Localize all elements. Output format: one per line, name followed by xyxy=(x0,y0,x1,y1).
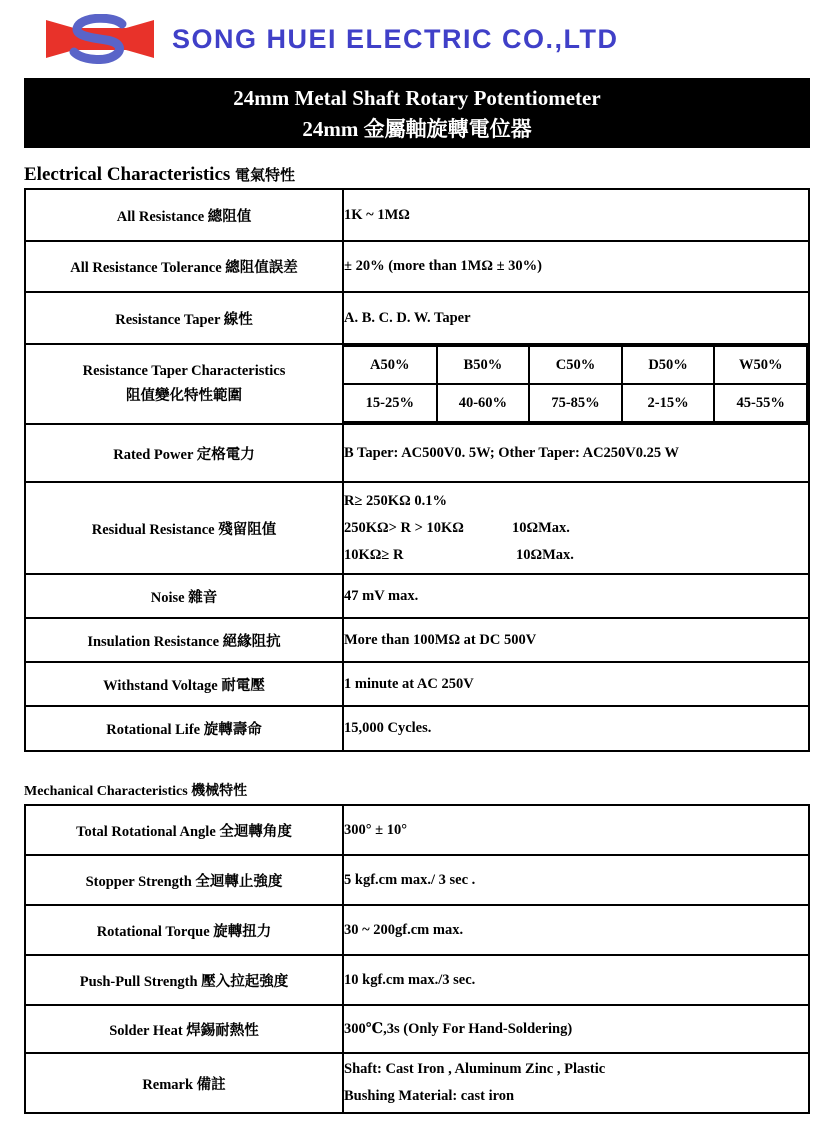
taper-char-label-zh: 阻值變化特性範圍 xyxy=(126,388,242,404)
row-label: Push-Pull Strength 壓入拉起強度 xyxy=(25,955,343,1005)
remark-line: Shaft: Cast Iron , Aluminum Zinc , Plastic xyxy=(344,1061,606,1077)
taper-header: A50% xyxy=(344,346,437,384)
mechanical-table xyxy=(24,804,810,1114)
taper-value: 75-85% xyxy=(529,384,622,422)
taper-value: 15-25% xyxy=(344,384,437,422)
table-row xyxy=(25,574,809,618)
residual-line xyxy=(344,488,808,515)
row-value: 1K ~ 1MΩ xyxy=(343,189,809,241)
residual-condition: 10KΩ≥ R xyxy=(344,546,404,563)
title-english: 24mm Metal Shaft Rotary Potentiometer xyxy=(233,86,601,110)
electrical-heading-zh: 電氣特性 xyxy=(235,168,296,184)
residual-line xyxy=(344,542,808,569)
row-label: Rotational Life 旋轉壽命 xyxy=(25,706,343,751)
remark-values xyxy=(343,1053,809,1113)
residual-condition: 250KΩ> R > 10KΩ xyxy=(344,519,464,536)
table-row xyxy=(25,424,809,482)
taper-value: 40-60% xyxy=(437,384,530,422)
residual-max: 10ΩMax. xyxy=(512,519,570,536)
row-label: Noise 雜音 xyxy=(25,574,343,618)
page-header xyxy=(44,14,804,66)
row-value: A. B. C. D. W. Taper xyxy=(343,292,809,344)
remark-line: Bushing Material: cast iron xyxy=(344,1088,515,1104)
row-label: Total Rotational Angle 全迴轉角度 xyxy=(25,805,343,855)
electrical-heading xyxy=(24,164,295,186)
table-row xyxy=(25,855,809,905)
row-value: More than 100MΩ at DC 500V xyxy=(343,618,809,662)
row-label: All Resistance 總阻值 xyxy=(25,189,343,241)
table-row xyxy=(25,905,809,955)
residual-max: 10ΩMax. xyxy=(516,546,574,563)
taper-header: B50% xyxy=(437,346,530,384)
row-label: Rated Power 定格電力 xyxy=(25,424,343,482)
row-label: Insulation Resistance 絕緣阻抗 xyxy=(25,618,343,662)
company-logo-icon xyxy=(44,14,156,64)
taper-char-label-en: Resistance Taper Characteristics xyxy=(82,363,286,379)
table-row xyxy=(25,662,809,706)
table-row xyxy=(25,706,809,751)
row-label: Rotational Torque 旋轉扭力 xyxy=(25,905,343,955)
electrical-heading-en: Electrical Characteristics xyxy=(24,164,231,185)
table-row xyxy=(25,189,809,241)
electrical-table xyxy=(24,188,810,752)
title-chinese: 24mm 金屬軸旋轉電位器 xyxy=(302,117,532,141)
residual-condition: R≥ 250KΩ 0.1% xyxy=(344,492,447,509)
row-value: 10 kgf.cm max./3 sec. xyxy=(343,955,809,1005)
row-value: 47 mV max. xyxy=(343,574,809,618)
table-row xyxy=(25,241,809,292)
taper-header: D50% xyxy=(622,346,715,384)
row-label: Withstand Voltage 耐電壓 xyxy=(25,662,343,706)
company-name: SONG HUEI ELECTRIC CO.,LTD xyxy=(172,24,619,54)
taper-char-grid xyxy=(344,345,808,423)
residual-label: Residual Resistance 殘留阻值 xyxy=(25,482,343,574)
taper-char-grid-cell xyxy=(343,344,809,424)
row-value: 5 kgf.cm max./ 3 sec . xyxy=(343,855,809,905)
row-label: All Resistance Tolerance 總阻值誤差 xyxy=(25,241,343,292)
residual-resistance-row xyxy=(25,482,809,574)
table-row xyxy=(25,292,809,344)
row-label: Solder Heat 焊錫耐熱性 xyxy=(25,1005,343,1053)
mechanical-heading: Mechanical Characteristics 機械特性 xyxy=(24,784,248,799)
row-value: B Taper: AC500V0. 5W; Other Taper: AC250V0.25 W xyxy=(343,424,809,482)
row-value: 15,000 Cycles. xyxy=(343,706,809,751)
taper-value: 2-15% xyxy=(622,384,715,422)
row-value: 300° ± 10° xyxy=(343,805,809,855)
taper-char-label xyxy=(25,344,343,424)
taper-header: C50% xyxy=(529,346,622,384)
taper-value: 45-55% xyxy=(714,384,807,422)
row-value: ± 20% (more than 1MΩ ± 30%) xyxy=(343,241,809,292)
row-value: 1 minute at AC 250V xyxy=(343,662,809,706)
table-row xyxy=(25,618,809,662)
table-row xyxy=(25,805,809,855)
remark-label: Remark 備註 xyxy=(25,1053,343,1113)
table-row xyxy=(25,1005,809,1053)
remark-row xyxy=(25,1053,809,1113)
taper-characteristics-row xyxy=(25,344,809,424)
row-value: 30 ~ 200gf.cm max. xyxy=(343,905,809,955)
row-value: 300℃,3s (Only For Hand-Soldering) xyxy=(343,1005,809,1053)
taper-header: W50% xyxy=(714,346,807,384)
residual-values xyxy=(343,482,809,574)
row-label: Stopper Strength 全迴轉止強度 xyxy=(25,855,343,905)
residual-line xyxy=(344,515,808,542)
title-banner xyxy=(24,78,810,148)
row-label: Resistance Taper 線性 xyxy=(25,292,343,344)
table-row xyxy=(25,955,809,1005)
